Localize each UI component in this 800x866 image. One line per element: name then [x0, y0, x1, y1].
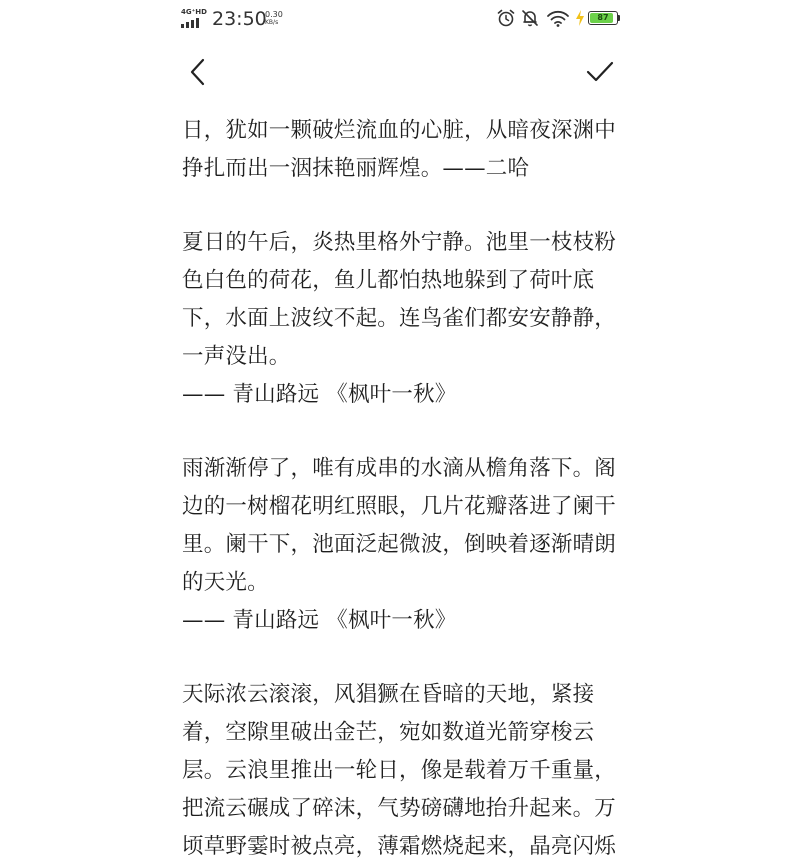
text-line: 日，犹如一颗破烂流血的心脏，从暗夜深渊中 — [182, 118, 617, 143]
attribution-line: —— 青山路远 《枫叶一秋》 — [182, 382, 457, 407]
paragraph — [182, 676, 627, 866]
cellular-signal-icon — [180, 10, 206, 30]
chevron-left-icon — [187, 57, 209, 87]
alarm-icon — [496, 8, 516, 32]
text-line: 天际浓云滚滚，风猖獗在昏暗的天地，紧接 — [182, 682, 595, 707]
battery-icon — [588, 11, 620, 25]
network-speed — [265, 10, 295, 27]
text-line: 里。阑干下，池面泛起微波，倒映着逐渐晴朗 — [182, 532, 617, 557]
paragraph — [182, 112, 627, 188]
text-line: 一声没出。 — [182, 344, 291, 369]
text-line: 下，水面上波纹不起。连鸟雀们都安安静静， — [182, 306, 617, 331]
text-line: 的天光。 — [182, 570, 269, 595]
network-speed-unit: KB/s — [265, 19, 279, 26]
status-bar — [180, 0, 620, 38]
confirm-button[interactable] — [580, 54, 620, 90]
text-line: 把流云碾成了碎沫，气势磅礴地抬升起来。万 — [182, 796, 617, 821]
text-line: 色白色的荷花，鱼儿都怕热地躲到了荷叶底 — [182, 268, 595, 293]
back-button[interactable] — [180, 54, 216, 90]
nav-bar — [170, 48, 630, 96]
network-speed-value: 0.30 — [265, 10, 283, 19]
article-text[interactable] — [182, 112, 627, 866]
attribution-line: —— 青山路远 《枫叶一秋》 — [182, 608, 457, 633]
battery-level: 87 — [597, 13, 609, 22]
network-type-label: 4G⁺HD — [181, 8, 207, 16]
check-icon — [585, 60, 615, 84]
charging-icon — [574, 8, 586, 32]
paragraph — [182, 450, 627, 640]
text-line: 雨渐渐停了，唯有成串的水滴从檐角落下。阁 — [182, 456, 617, 481]
text-line: 顷草野霎时被点亮，薄霜燃烧起来，晶亮闪烁 — [182, 834, 617, 859]
wifi-icon — [546, 8, 570, 32]
text-line: 挣扎而出一洇抹艳丽辉煌。——二哈 — [182, 156, 530, 181]
text-line: 夏日的午后，炎热里格外宁静。池里一枝枝粉 — [182, 230, 617, 255]
text-line: 着，空隙里破出金芒，宛如数道光箭穿梭云 — [182, 720, 595, 745]
paragraph — [182, 224, 627, 414]
text-line: 边的一树榴花明红照眼，几片花瓣落进了阑干 — [182, 494, 617, 519]
mute-icon — [520, 8, 540, 32]
status-time: 23:50 — [212, 8, 267, 30]
text-line: 层。云浪里推出一轮日，像是载着万千重量， — [182, 758, 617, 783]
